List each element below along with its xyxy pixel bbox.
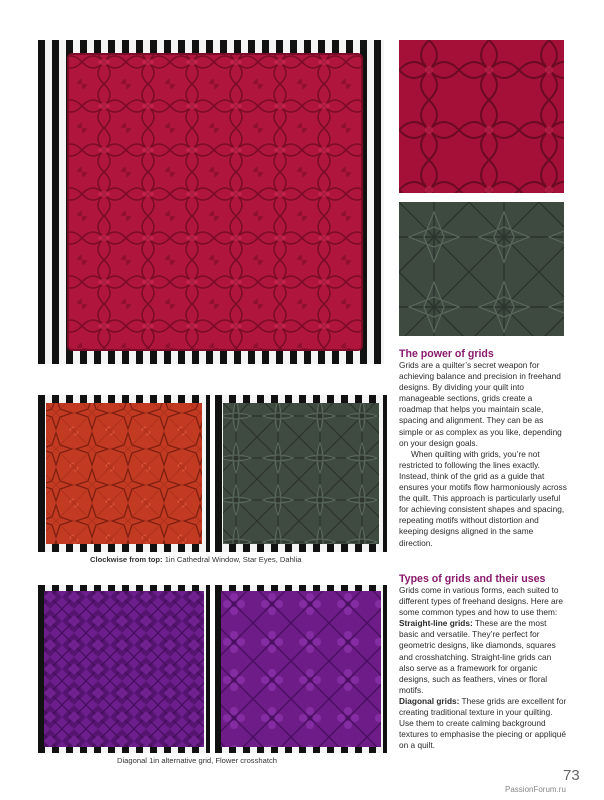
photo-closeup-green — [399, 202, 564, 336]
photo-closeup-red — [399, 40, 564, 193]
heading-types-of-grids: Types of grids and their uses — [399, 573, 546, 585]
watermark: PassionForum.ru — [505, 785, 566, 794]
caption-bottom: Diagonal 1in alternative grid, Flower crosshatch — [117, 756, 277, 765]
list-item — [399, 618, 567, 696]
caption-top-rest: 1in Cathedral Window, Star Eyes, Dahlia — [162, 555, 302, 564]
desc-straight-line: These are the most basic and versatile. They’re perfect for geometric designs, like diamonds, squares and crosshatching. Straight-line grids can also serve as a framework for organic designs, such as feathers, vines or floral motifs. — [399, 618, 556, 695]
photo-flower-crosshatch — [215, 585, 387, 753]
section-power-of-grids — [399, 348, 567, 549]
heading-power-of-grids: The power of grids — [399, 348, 494, 360]
desc-diagonal: These grids are excellent for creating traditional texture in your quilting. Use them to create calming background textures to emphasise the piecing or appliqué on a quilt. — [399, 695, 567, 751]
photo-star-eyes — [38, 395, 210, 552]
caption-top — [90, 555, 301, 564]
photo-diagonal-grid — [38, 585, 210, 753]
paragraph-intro: Grids come in various forms, each suited to different types of freehand designs. Here are some common types and how to use them: — [399, 585, 564, 618]
page-number: 73 — [563, 767, 580, 784]
photo-dahlia — [215, 395, 387, 552]
term-straight-line: Straight-line grids: — [399, 618, 473, 629]
photo-cathedral-window — [38, 40, 384, 364]
list-item — [399, 696, 567, 751]
term-diagonal: Diagonal grids: — [399, 695, 460, 706]
paragraph-1: Grids are a quilter’s secret weapon for achieving balance and precision in freehand designs. By dividing your quilt into manageable sections, grids create a roadmap that helps you maintain scale, spacing and alignment. They can be as simple or as complex as you like, depending on your design goals. — [399, 360, 562, 448]
caption-top-bold: Clockwise from top: — [90, 555, 163, 564]
paragraph-2: When quilting with grids, you’re not restricted to following the lines exactly. Instead, think of the grid as a guide that ensures your motifs flow harmoniously across the quilt. This approach is particularly useful for achieving consistent shapes and spacing, repeating motifs without distortion and keeping designs aligned in the same direction. — [399, 448, 567, 548]
section-types-of-grids — [399, 573, 567, 751]
